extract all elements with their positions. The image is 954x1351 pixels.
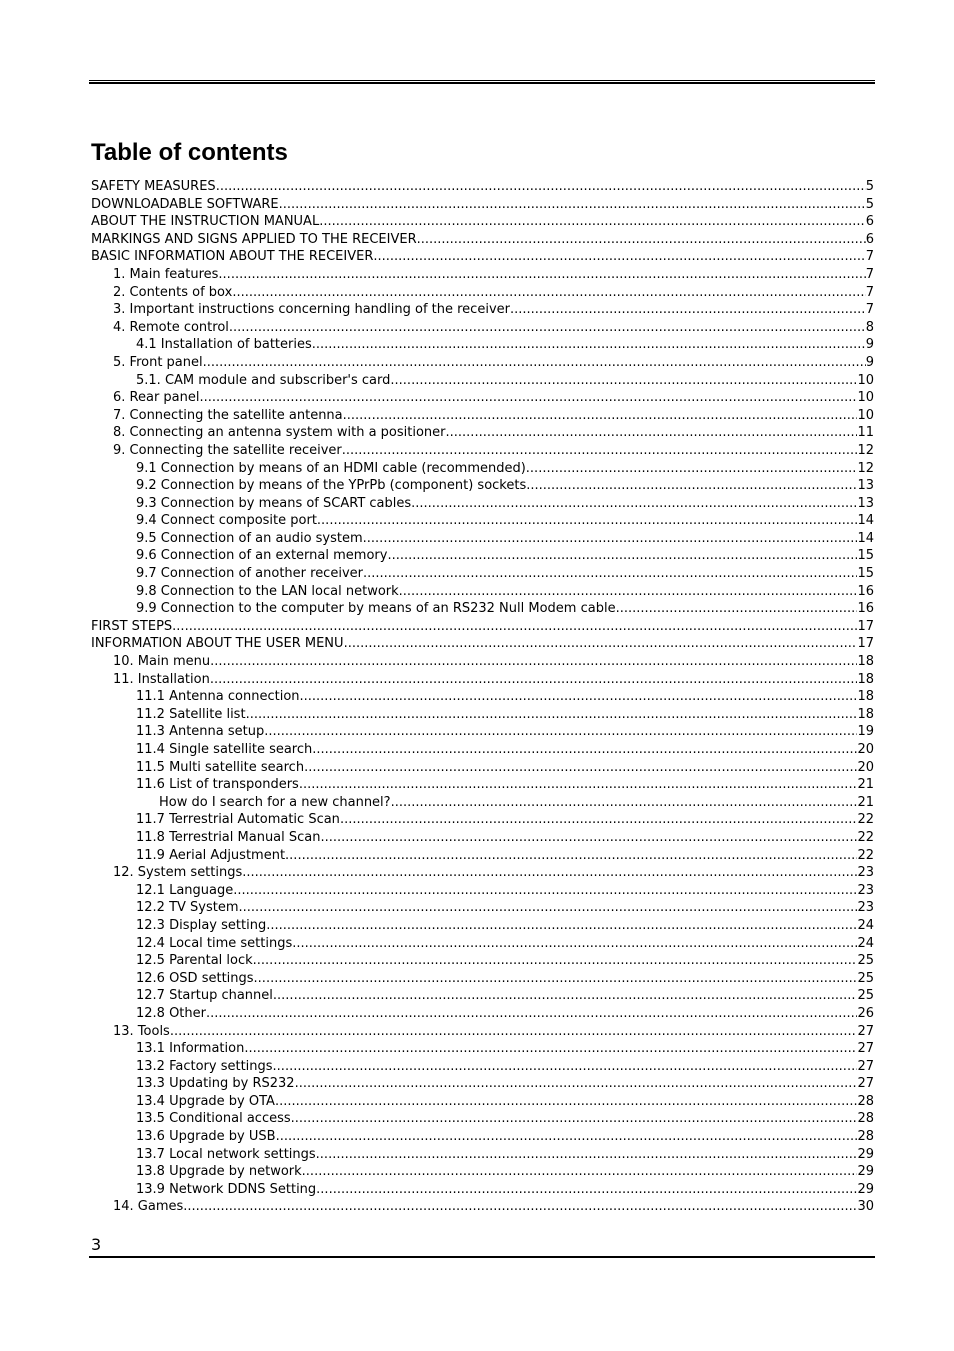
toc-leader-dots <box>275 1093 858 1111</box>
toc-entry[interactable] <box>91 1005 874 1023</box>
toc-entry-page: 10 <box>857 407 874 423</box>
toc-entry-page: 21 <box>857 777 874 793</box>
toc-entry-page: 27 <box>857 1023 874 1039</box>
toc-leader-dots <box>292 935 857 953</box>
toc-entry[interactable] <box>91 935 874 953</box>
toc-entry-label: 3. Important instructions concerning handling of the receiver <box>113 302 510 318</box>
toc-entry[interactable] <box>91 618 874 636</box>
toc-entry[interactable] <box>91 407 874 425</box>
toc-leader-dots <box>285 847 857 865</box>
toc-entry-page: 29 <box>857 1181 874 1197</box>
toc-entry-page: 10 <box>857 372 874 388</box>
toc-leader-dots <box>363 565 857 583</box>
toc-leader-dots <box>343 407 858 425</box>
toc-entry-label: 11.4 Single satellite search <box>136 742 313 757</box>
toc-entry[interactable] <box>91 266 874 284</box>
toc-entry[interactable] <box>91 460 874 478</box>
toc-entry[interactable] <box>91 512 874 530</box>
toc-leader-dots <box>387 547 857 565</box>
toc-entry[interactable] <box>91 653 874 671</box>
toc-entry-label: 12.6 OSD settings <box>136 970 254 986</box>
toc-entry[interactable] <box>91 635 874 653</box>
toc-entry-page: 28 <box>857 1093 874 1109</box>
toc-leader-dots <box>264 723 857 741</box>
toc-leader-dots <box>170 1023 858 1041</box>
toc-entry[interactable] <box>91 829 874 847</box>
toc-entry-page: 18 <box>857 654 874 670</box>
toc-leader-dots <box>254 970 858 988</box>
toc-entry[interactable] <box>91 213 874 231</box>
toc-entry-label: 1. Main features <box>113 266 219 282</box>
toc-entry-label: 5.1. CAM module and subscriber's card <box>136 372 391 388</box>
toc-entry-label: 11. Installation <box>113 671 210 687</box>
toc-entry[interactable] <box>91 284 874 302</box>
toc-entry-page: 8 <box>865 319 874 335</box>
toc-entry[interactable] <box>91 1110 874 1128</box>
toc-entry-page: 12 <box>857 442 874 458</box>
toc-entry[interactable] <box>91 952 874 970</box>
toc-entry-page: 10 <box>857 390 874 406</box>
toc-entry-page: 7 <box>865 284 874 300</box>
toc-entry[interactable] <box>91 565 874 583</box>
toc-leader-dots <box>317 512 858 530</box>
toc-entry[interactable] <box>91 495 874 513</box>
toc-entry-page: 20 <box>857 742 874 757</box>
toc-entry-page: 15 <box>857 566 874 582</box>
toc-entry[interactable] <box>91 917 874 935</box>
toc-entry-label: 13. Tools <box>113 1023 170 1039</box>
toc-entry-label: 11.1 Antenna connection <box>136 689 300 705</box>
toc-leader-dots <box>304 759 857 777</box>
toc-leader-dots <box>233 882 857 900</box>
toc-leader-dots <box>216 178 866 196</box>
toc-entry-label: 12.8 Other <box>136 1005 206 1021</box>
toc-entry[interactable] <box>91 477 874 495</box>
toc-entry-page: 23 <box>857 900 874 916</box>
toc-entry-label: 9.5 Connection of an audio system <box>136 530 363 546</box>
toc-entry-label: How do I search for a new channel? <box>159 794 391 810</box>
toc-entry-page: 16 <box>857 583 874 599</box>
toc-entry-label: 4. Remote control <box>113 319 229 335</box>
toc-entry[interactable] <box>91 671 874 689</box>
toc-leader-dots <box>291 1110 858 1128</box>
toc-leader-dots <box>210 671 858 689</box>
toc-leader-dots <box>239 899 858 917</box>
toc-entry-label: ABOUT THE INSTRUCTION MANUAL <box>91 214 320 230</box>
toc-entry-label: 13.4 Upgrade by OTA <box>136 1093 275 1109</box>
toc-leader-dots <box>246 706 858 724</box>
toc-entry[interactable] <box>91 424 874 442</box>
toc-entry-label: 8. Connecting an antenna system with a positioner <box>113 425 446 441</box>
toc-entry-page: 29 <box>857 1164 874 1180</box>
toc-entry[interactable] <box>91 970 874 988</box>
toc-entry-page: 11 <box>857 425 874 441</box>
toc-entry-label: 9.4 Connect composite port <box>136 513 317 529</box>
toc-entry-label: 9.2 Connection by means of the YPrPb (component) sockets <box>136 478 527 494</box>
toc-leader-dots <box>391 794 858 812</box>
toc-entry[interactable] <box>91 1128 874 1146</box>
toc-entry-label: SAFETY MEASURES <box>91 179 216 194</box>
toc-entry[interactable] <box>91 301 874 319</box>
toc-entry-label: 12.7 Startup channel <box>136 988 273 1004</box>
toc-leader-dots <box>232 284 865 302</box>
page-number: 3 <box>91 1235 102 1254</box>
table-of-contents <box>91 178 874 1216</box>
toc-entry-label: 9.1 Connection by means of an HDMI cable (recommended) <box>136 460 526 476</box>
toc-leader-dots <box>526 460 858 478</box>
toc-entry-label: 11.9 Aerial Adjustment <box>136 847 286 863</box>
toc-entry-label: INFORMATION ABOUT THE USER MENU <box>91 636 344 652</box>
toc-entry[interactable] <box>91 231 874 249</box>
toc-entry[interactable] <box>91 372 874 390</box>
toc-entry-page: 5 <box>865 179 874 194</box>
toc-entry-page: 23 <box>857 882 874 898</box>
toc-entry[interactable] <box>91 530 874 548</box>
toc-entry[interactable] <box>91 1181 874 1199</box>
page-title: Table of contents <box>91 139 288 166</box>
toc-entry[interactable] <box>91 583 874 601</box>
toc-entry-label: 13.6 Upgrade by USB <box>136 1129 276 1145</box>
toc-entry-page: 30 <box>857 1199 874 1215</box>
toc-entry-page: 27 <box>857 1041 874 1057</box>
toc-entry-page: 7 <box>865 266 874 282</box>
toc-entry-page: 24 <box>857 917 874 933</box>
toc-entry[interactable] <box>91 1163 874 1181</box>
toc-entry-label: 11.5 Multi satellite search <box>136 759 305 775</box>
toc-entry-label: 13.5 Conditional access <box>136 1111 291 1127</box>
toc-leader-dots <box>210 653 857 671</box>
toc-entry[interactable] <box>91 882 874 900</box>
toc-leader-dots <box>316 1181 857 1199</box>
toc-entry-page: 18 <box>857 671 874 687</box>
toc-entry-label: 13.7 Local network settings <box>136 1146 316 1162</box>
toc-entry-page: 14 <box>857 530 874 546</box>
toc-entry[interactable] <box>91 864 874 882</box>
toc-entry-label: 4.1 Installation of batteries <box>136 337 312 353</box>
toc-leader-dots <box>390 372 857 390</box>
toc-entry-label: 14. Games <box>113 1199 184 1215</box>
toc-entry-label: 12.3 Display setting <box>136 917 267 933</box>
toc-entry-page: 25 <box>857 988 874 1004</box>
toc-leader-dots <box>316 1146 858 1164</box>
toc-entry-label: 13.2 Factory settings <box>136 1058 273 1074</box>
toc-entry-page: 21 <box>857 794 874 810</box>
toc-entry[interactable] <box>91 547 874 565</box>
toc-entry-page: 16 <box>857 601 874 617</box>
toc-entry-label: 12.2 TV System <box>136 900 239 916</box>
toc-entry-label: 7. Connecting the satellite antenna <box>113 407 343 423</box>
toc-entry-label: 5. Front panel <box>113 354 203 370</box>
toc-entry-page: 9 <box>865 354 874 370</box>
toc-entry[interactable] <box>91 794 874 812</box>
toc-leader-dots <box>616 600 858 618</box>
toc-leader-dots <box>373 248 865 266</box>
toc-entry-page: 17 <box>857 636 874 652</box>
toc-entry-page: 13 <box>857 495 874 511</box>
toc-entry-page: 22 <box>857 812 874 828</box>
toc-entry-page: 19 <box>857 724 874 740</box>
toc-leader-dots <box>363 530 858 548</box>
toc-leader-dots <box>244 1040 857 1058</box>
toc-entry-label: 9.7 Connection of another receiver <box>136 566 363 582</box>
toc-entry-page: 6 <box>865 214 874 230</box>
toc-entry-label: 12.4 Local time settings <box>136 935 293 951</box>
toc-leader-dots <box>302 1163 858 1181</box>
toc-entry-page: 18 <box>857 689 874 705</box>
toc-entry[interactable] <box>91 741 874 759</box>
toc-entry-label: 9. Connecting the satellite receiver <box>113 442 342 458</box>
toc-entry-label: 11.6 List of transponders <box>136 777 299 793</box>
toc-entry-page: 15 <box>857 548 874 564</box>
toc-entry-page: 25 <box>857 953 874 969</box>
toc-entry-label: 11.8 Terrestrial Manual Scan <box>136 829 321 845</box>
toc-entry[interactable] <box>91 178 874 196</box>
toc-entry[interactable] <box>91 248 874 266</box>
toc-entry-label: 12. System settings <box>113 865 243 881</box>
toc-entry-label: DOWNLOADABLE SOFTWARE <box>91 196 279 212</box>
toc-entry-page: 13 <box>857 478 874 494</box>
toc-leader-dots <box>399 583 858 601</box>
toc-leader-dots <box>203 354 866 372</box>
toc-leader-dots <box>172 618 857 636</box>
toc-entry[interactable] <box>91 1023 874 1041</box>
toc-entry[interactable] <box>91 723 874 741</box>
toc-entry[interactable] <box>91 354 874 372</box>
toc-leader-dots <box>273 987 858 1005</box>
toc-entry-label: 12.5 Parental lock <box>136 953 253 969</box>
toc-leader-dots <box>340 811 858 829</box>
toc-entry-page: 23 <box>857 865 874 881</box>
toc-entry-page: 6 <box>865 231 874 247</box>
toc-leader-dots <box>312 741 857 759</box>
toc-entry-label: 9.6 Connection of an external memory <box>136 548 388 564</box>
toc-entry-page: 14 <box>857 513 874 529</box>
toc-leader-dots <box>342 442 858 460</box>
toc-entry-page: 7 <box>865 249 874 265</box>
toc-entry[interactable] <box>91 706 874 724</box>
toc-entry-page: 27 <box>857 1076 874 1092</box>
toc-entry[interactable] <box>91 1146 874 1164</box>
toc-entry[interactable] <box>91 196 874 214</box>
toc-leader-dots <box>279 196 866 214</box>
toc-entry-page: 12 <box>857 460 874 476</box>
toc-leader-dots <box>206 1005 857 1023</box>
toc-entry-page: 22 <box>857 847 874 863</box>
toc-entry[interactable] <box>91 389 874 407</box>
toc-leader-dots <box>183 1198 857 1216</box>
toc-entry-page: 20 <box>857 759 874 775</box>
toc-entry-label: 13.9 Network DDNS Setting <box>136 1181 317 1197</box>
toc-entry-page: 25 <box>857 970 874 986</box>
toc-entry-label: 12.1 Language <box>136 882 234 898</box>
toc-leader-dots <box>526 477 857 495</box>
toc-entry-page: 28 <box>857 1129 874 1145</box>
toc-entry[interactable] <box>91 759 874 777</box>
toc-entry-page: 27 <box>857 1058 874 1074</box>
toc-entry-label: MARKINGS AND SIGNS APPLIED TO THE RECEIVER <box>91 231 417 247</box>
toc-entry-label: 13.3 Updating by RS232 <box>136 1076 295 1092</box>
toc-leader-dots <box>218 266 865 284</box>
toc-entry-page: 17 <box>857 618 874 634</box>
toc-entry-page: 24 <box>857 935 874 951</box>
toc-leader-dots <box>253 952 858 970</box>
toc-leader-dots <box>417 231 866 249</box>
toc-entry-label: 11.3 Antenna setup <box>136 724 265 740</box>
toc-leader-dots <box>510 301 866 319</box>
toc-entry[interactable] <box>91 811 874 829</box>
toc-entry-label: 13.1 Information <box>136 1041 245 1057</box>
toc-entry-page: 5 <box>865 196 874 212</box>
toc-entry-label: 10. Main menu <box>113 654 211 670</box>
toc-leader-dots <box>299 776 858 794</box>
toc-leader-dots <box>344 635 858 653</box>
toc-entry[interactable] <box>91 336 874 354</box>
toc-entry-page: 7 <box>865 302 874 318</box>
header-rule <box>89 80 875 84</box>
toc-entry-page: 26 <box>857 1005 874 1021</box>
toc-leader-dots <box>266 917 857 935</box>
toc-leader-dots <box>319 213 866 231</box>
toc-entry[interactable] <box>91 1075 874 1093</box>
toc-entry[interactable] <box>91 987 874 1005</box>
toc-entry-label: 13.8 Upgrade by network <box>136 1164 302 1180</box>
toc-leader-dots <box>242 864 857 882</box>
toc-entry-label: 11.2 Satellite list <box>136 706 246 722</box>
toc-entry-label: 9.3 Connection by means of SCART cables <box>136 495 412 511</box>
toc-entry-label: 11.7 Terrestrial Automatic Scan <box>136 812 340 828</box>
toc-leader-dots <box>200 389 858 407</box>
toc-entry-page: 29 <box>857 1146 874 1162</box>
toc-entry-page: 9 <box>865 337 874 353</box>
toc-entry-label: 2. Contents of box <box>113 284 233 300</box>
toc-leader-dots <box>295 1075 858 1093</box>
toc-entry[interactable] <box>91 776 874 794</box>
footer-rule <box>89 1256 875 1258</box>
toc-leader-dots <box>312 336 866 354</box>
toc-entry-page: 18 <box>857 706 874 722</box>
toc-entry-label: 6. Rear panel <box>113 390 200 406</box>
toc-entry[interactable] <box>91 1198 874 1216</box>
toc-entry[interactable] <box>91 1040 874 1058</box>
toc-entry[interactable] <box>91 688 874 706</box>
toc-entry[interactable] <box>91 899 874 917</box>
toc-entry[interactable] <box>91 847 874 865</box>
toc-entry-label: 9.8 Connection to the LAN local network <box>136 583 399 599</box>
toc-entry[interactable] <box>91 319 874 337</box>
toc-entry-label: FIRST STEPS <box>91 618 173 634</box>
toc-leader-dots <box>229 319 866 337</box>
toc-leader-dots <box>300 688 858 706</box>
toc-leader-dots <box>446 424 858 442</box>
toc-leader-dots <box>276 1128 858 1146</box>
toc-entry-label: 9.9 Connection to the computer by means of an RS232 Null Modem cable <box>136 601 616 617</box>
toc-leader-dots <box>273 1058 858 1076</box>
toc-entry-page: 22 <box>857 829 874 845</box>
toc-leader-dots <box>411 495 857 513</box>
toc-entry-page: 28 <box>857 1111 874 1127</box>
toc-entry[interactable] <box>91 1058 874 1076</box>
toc-entry[interactable] <box>91 1093 874 1111</box>
toc-entry[interactable] <box>91 442 874 460</box>
toc-leader-dots <box>321 829 858 847</box>
toc-entry-label: BASIC INFORMATION ABOUT THE RECEIVER <box>91 249 374 265</box>
toc-entry[interactable] <box>91 600 874 618</box>
